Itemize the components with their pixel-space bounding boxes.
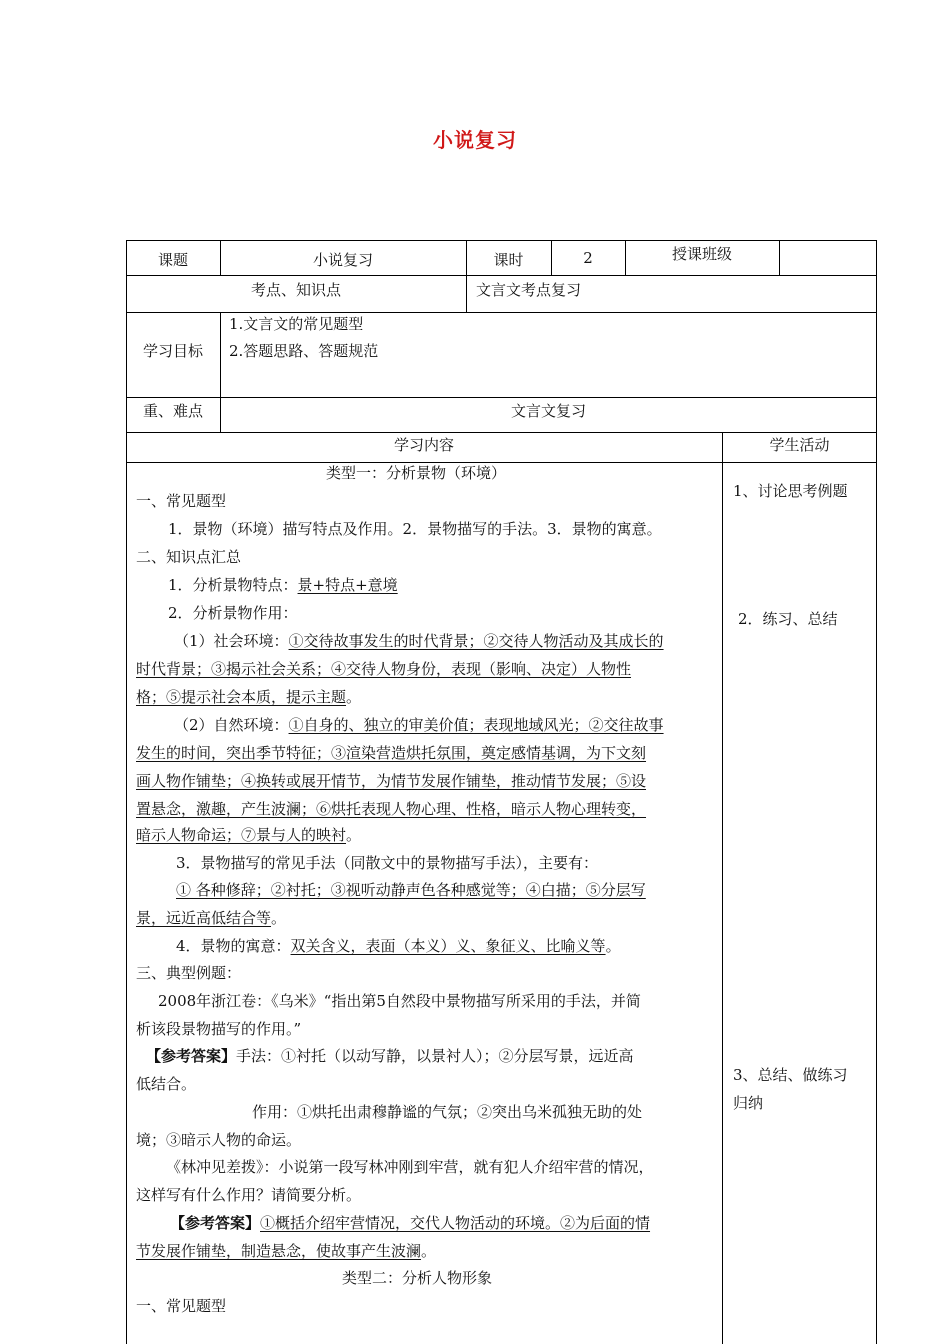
type1-heading: 类型一：分析景物（环境） <box>326 464 507 482</box>
goal-item: 1.文言文的常见题型 <box>229 315 364 333</box>
activity-item: 2．练习、总结 <box>738 610 838 628</box>
answer-2 <box>170 1213 650 1233</box>
punctuation: 。 <box>605 937 621 955</box>
knowledge-2: 2．分析景物作用： <box>168 604 298 622</box>
knowledge-3-text: ① 各种修辞；②衬托；③视听动静声色各种感觉等；④白描；⑤分层写 <box>176 881 646 899</box>
topic-value: 小说复习 <box>312 251 373 269</box>
answer-text: 境；③暗示人物的命运。 <box>136 1131 302 1149</box>
answer-label: 【参考答案】 <box>170 1214 261 1232</box>
content-header: 学习内容 <box>393 436 454 454</box>
row-divider <box>126 432 877 433</box>
natural-env-text: 发生的时间，突出季节特征；③渲染营造烘托氛围，奠定感情基调，为下文刻 <box>136 744 647 762</box>
answer-2-line <box>136 1241 436 1261</box>
knowledge-3-text: 景，远近高低结合等 <box>136 909 272 927</box>
page-title: 小说复习 <box>433 128 517 152</box>
goals-label: 学习目标 <box>142 342 203 360</box>
knowledge-value: 文言文考点复习 <box>476 281 582 299</box>
punctuation: 。 <box>421 1242 437 1260</box>
social-env-prefix: （1）社会环境： <box>174 632 289 650</box>
knowledge-4-answer: 双关含义，表面（本义）义、象征义、比喻义等 <box>290 937 606 955</box>
sec2-heading: 二、知识点汇总 <box>136 548 242 566</box>
example-2: 《林冲见差拨》：小说第一段写林冲刚到牢营，就有犯人介绍牢营的情况， <box>166 1158 654 1176</box>
goal-item: 2.答题思路、答题规范 <box>229 342 379 360</box>
social-env-line <box>174 631 664 651</box>
activity-item: 1、讨论思考例题 <box>733 482 848 500</box>
answer-text: ①概括介绍牢营情况，交代人物活动的环境。②为后面的情 <box>260 1214 651 1232</box>
knowledge-3: 3．景物描写的常见手法（同散文中的景物描写手法），主要有： <box>176 854 599 872</box>
answer-text: 手法：①衬托（以动写静，以景衬人）；②分层写景，远近高 <box>236 1047 634 1065</box>
natural-env-text: ①自身的、独立的审美价值；表现地域风光；②交往故事 <box>288 716 664 734</box>
example-1: 2008年浙江卷：《乌米》“指出第5自然段中景物描写所采用的手法，并简 <box>158 992 641 1010</box>
social-env-text: 格；⑤提示社会本质，提示主题 <box>136 688 347 706</box>
example-1: 析该段景物描写的作用。” <box>136 1020 302 1038</box>
row-divider <box>126 397 877 398</box>
sec1-heading: 一、常见题型 <box>136 492 227 510</box>
row-divider <box>126 275 877 276</box>
natural-env-text: 暗示人物命运；⑦景与人的映衬 <box>136 826 347 844</box>
knowledge-label: 考点、知识点 <box>250 281 341 299</box>
class-label: 授课班级 <box>671 245 732 263</box>
punctuation: 。 <box>346 688 362 706</box>
activity-header: 学生活动 <box>769 436 830 454</box>
natural-env-text: 置悬念，激趣，产生波澜；⑥烘托表现人物心理、性格，暗示人物心理转变， <box>136 800 647 818</box>
activity-item: 归纳 <box>733 1094 764 1112</box>
knowledge-1-answer: 景+特点+意境 <box>297 576 398 594</box>
punctuation: 。 <box>346 826 362 844</box>
hours-value: 2 <box>583 249 593 267</box>
answer-label: 【参考答案】 <box>146 1047 237 1065</box>
type2-sec1-heading: 一、常见题型 <box>136 1297 227 1315</box>
knowledge-1 <box>168 575 398 595</box>
knowledge-4 <box>176 936 621 956</box>
sec3-heading: 三、典型例题： <box>136 964 242 982</box>
col-divider <box>722 432 723 1344</box>
key-label: 重、难点 <box>142 402 203 420</box>
knowledge-1-prefix: 1．分析景物特点： <box>168 576 298 594</box>
sec1-item: 1．景物（环境）描写特点及作用。2．景物描写的手法。3．景物的寓意。 <box>168 520 662 538</box>
example-2: 这样写有什么作用？请简要分析。 <box>136 1186 362 1204</box>
natural-env-line <box>136 825 361 845</box>
natural-env-text: 画人物作铺垫；④换转或展开情节，为情节发展作铺垫，推动情节发展；⑤设 <box>136 772 647 790</box>
knowledge-4-prefix: 4．景物的寓意： <box>176 937 291 955</box>
answer-1 <box>146 1046 634 1066</box>
activity-item: 3、总结、做练习 <box>733 1066 848 1084</box>
knowledge-3-line <box>136 908 286 928</box>
natural-env-line <box>174 715 664 735</box>
type2-heading: 类型二：分析人物形象 <box>342 1269 493 1287</box>
topic-label: 课题 <box>157 251 188 269</box>
answer-text: 低结合。 <box>136 1075 197 1093</box>
natural-env-prefix: （2）自然环境： <box>174 716 289 734</box>
answer-text: 节发展作铺垫，制造悬念，使故事产生波澜 <box>136 1242 422 1260</box>
key-value: 文言文复习 <box>510 402 586 420</box>
social-env-text: 时代背景；③揭示社会关系；④交待人物身份，表现（影响、决定）人物性 <box>136 660 632 678</box>
col-divider <box>779 240 780 276</box>
social-env-line <box>136 687 361 707</box>
answer-text: 作用：①烘托出肃穆静谧的气氛；②突出乌米孤独无助的处 <box>252 1103 643 1121</box>
punctuation: 。 <box>271 909 287 927</box>
hours-label: 课时 <box>493 251 524 269</box>
social-env-text: ①交待故事发生的时代背景；②交待人物活动及其成长的 <box>288 632 664 650</box>
